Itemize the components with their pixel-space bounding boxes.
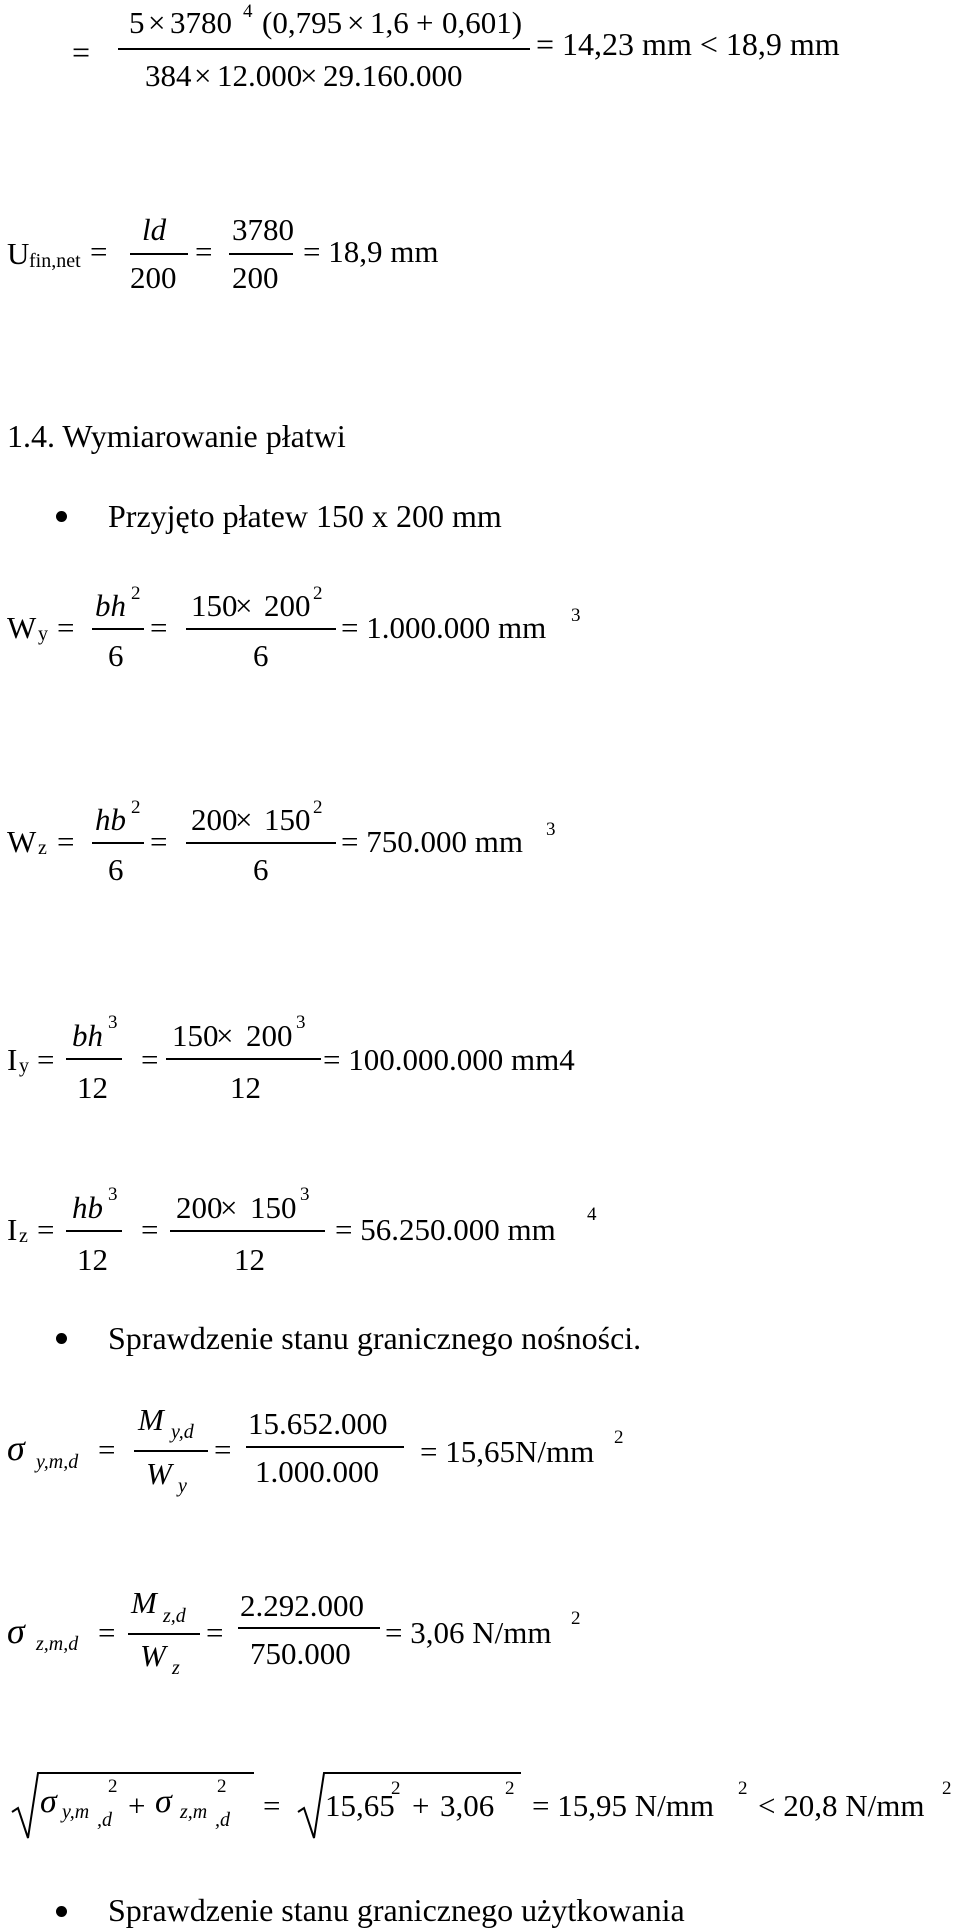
equals-sign: = (57, 610, 75, 645)
fraction-numerator: 150 (264, 802, 311, 837)
fraction-numerator: hb (72, 1190, 103, 1225)
fraction-numerator: 200 (176, 1190, 223, 1225)
formula-label-subscript: fin,net (29, 250, 81, 272)
fraction-bar (134, 1450, 208, 1452)
wy-result: = 1.000.000 mm (341, 610, 547, 645)
bullet-text: Sprawdzenie stanu granicznego użytkowania (108, 1892, 685, 1928)
fraction-numerator-subscript: y,d (171, 1421, 194, 1443)
sigma-y-result: = 15,65N/mm (420, 1434, 595, 1469)
times-sign: × (347, 5, 365, 40)
combined-result: = 15,95 N/mm (532, 1788, 714, 1823)
bullet-icon (56, 511, 67, 522)
fraction-numerator: 150 (172, 1018, 219, 1053)
fraction-numerator: 2.292.000 (240, 1588, 364, 1623)
fraction-denominator-subscript: z (172, 1657, 180, 1679)
fraction-bar (92, 842, 144, 844)
formula-label: I (7, 1212, 18, 1247)
equals-sign: = (150, 824, 168, 859)
fraction-bar (186, 842, 336, 844)
value: 3,06 (440, 1788, 495, 1823)
fraction-denominator: 6 (108, 852, 124, 887)
fraction-bar (246, 1446, 404, 1448)
times-sign: × (216, 1018, 234, 1053)
fraction-denominator: 12 (77, 1242, 108, 1277)
fraction-numerator: M (138, 1402, 164, 1437)
numerator-span: 3780 (170, 5, 232, 40)
sigma-symbol: σ (40, 1783, 57, 1820)
fraction-denominator: 6 (253, 638, 269, 673)
exponent: 2 (942, 1778, 952, 1799)
exponent: 3 (296, 1012, 306, 1033)
fraction-bar (66, 1058, 122, 1060)
exponent: 2 (505, 1778, 515, 1799)
equals-sign: = (150, 610, 168, 645)
numerator-factor: 5 (129, 5, 145, 40)
equals-sign: = (90, 234, 108, 269)
value: 15,65 (325, 1788, 395, 1823)
fraction-bar (118, 48, 530, 50)
formula-label: W (7, 824, 37, 859)
deflection-result: = 14,23 mm < 18,9 mm (536, 26, 840, 62)
equals-sign: = (141, 1212, 159, 1247)
exponent: 3 (108, 1184, 118, 1205)
plus-sign: + (412, 1788, 430, 1823)
fraction-numerator: 150 (191, 588, 238, 623)
ufin-result: = 18,9 mm (303, 234, 439, 269)
times-sign: × (194, 58, 212, 93)
formula-label-subscript: y (38, 623, 48, 645)
bullet-icon (56, 1333, 67, 1344)
fraction-denominator: 6 (108, 638, 124, 673)
exponent: 3 (546, 819, 556, 840)
exponent: 2 (614, 1427, 624, 1448)
sigma-subscript: y,m (62, 1801, 90, 1823)
equals-sign: = (72, 34, 91, 70)
fraction-denominator: 750.000 (250, 1636, 351, 1671)
times-sign: × (300, 58, 318, 93)
fraction-numerator: 15.652.000 (248, 1406, 388, 1441)
fraction-bar (166, 1058, 321, 1060)
formula-label: I (7, 1042, 18, 1077)
exponent: 2 (571, 1608, 581, 1629)
fraction-bar (170, 1230, 325, 1232)
combined-limit: < 20,8 N/mm (758, 1788, 925, 1823)
fraction-denominator: 6 (253, 852, 269, 887)
sigma-subscript: z,m,d (36, 1633, 79, 1655)
sigma-subscript: z,m (180, 1801, 208, 1823)
sigma-subscript: y,m,d (36, 1451, 79, 1473)
wz-result: = 750.000 mm (341, 824, 523, 859)
denominator-modulus: 12.000 (217, 58, 303, 93)
fraction-numerator: bh (72, 1018, 103, 1053)
iy-result: = 100.000.000 mm4 (323, 1042, 575, 1077)
formula-label-subscript: z (38, 837, 47, 859)
equals-sign: = (263, 1788, 281, 1823)
fraction-denominator: W (146, 1456, 172, 1491)
fraction-bar (229, 253, 293, 255)
times-sign: × (220, 1190, 238, 1225)
exponent: 2 (313, 797, 323, 818)
fraction-numerator: 200 (246, 1018, 293, 1053)
denominator-inertia: 29.160.000 (323, 58, 463, 93)
fraction-bar (238, 1627, 380, 1629)
sigma-subscript: ,d (215, 1809, 230, 1831)
times-sign: × (235, 588, 253, 623)
sigma-symbol: σ (7, 1611, 25, 1651)
equals-sign: = (37, 1042, 55, 1077)
fraction-numerator-subscript: z,d (163, 1605, 186, 1627)
fraction-denominator: 200 (232, 260, 279, 295)
numerator-coef: 1,6 (370, 5, 409, 40)
exponent: 3 (571, 605, 581, 626)
fraction-denominator: W (140, 1638, 166, 1673)
section-heading: 1.4. Wymiarowanie płatwi (7, 418, 346, 454)
fraction-denominator: 200 (130, 260, 177, 295)
fraction-numerator: bh (95, 588, 126, 623)
fraction-bar (66, 1230, 122, 1232)
sigma-subscript: ,d (97, 1809, 112, 1831)
equals-sign: = (214, 1432, 232, 1467)
fraction-bar (130, 253, 188, 255)
fraction-numerator: hb (95, 802, 126, 837)
fraction-numerator: 200 (191, 802, 238, 837)
fraction-numerator: 200 (264, 588, 311, 623)
equals-sign: = (37, 1212, 55, 1247)
exponent: 2 (313, 583, 323, 604)
times-sign: × (235, 802, 253, 837)
fraction-numerator: M (131, 1585, 157, 1620)
fraction-numerator: 3780 (232, 212, 294, 247)
fraction-bar (92, 628, 144, 630)
exponent: 2 (108, 1776, 118, 1797)
exponent: 2 (131, 583, 141, 604)
fraction-bar (186, 628, 336, 630)
fraction-denominator: 12 (234, 1242, 265, 1277)
fraction-denominator: 1.000.000 (255, 1454, 379, 1489)
fraction-numerator: 150 (250, 1190, 297, 1225)
times-sign: × (148, 5, 166, 40)
numerator-coef: (0,795 (262, 5, 343, 40)
exponent: 4 (243, 1, 253, 22)
fraction-numerator: ld (142, 212, 167, 247)
equals-sign: = (98, 1432, 116, 1467)
fraction-denominator: 12 (77, 1070, 108, 1105)
fraction-bar (128, 1633, 200, 1635)
equals-sign: = (195, 234, 213, 269)
exponent: 2 (131, 797, 141, 818)
numerator-coef: 0,601) (442, 5, 523, 40)
formula-label-subscript: y (19, 1055, 29, 1077)
iz-result: = 56.250.000 mm (335, 1212, 556, 1247)
exponent: 2 (217, 1776, 227, 1797)
plus-sign: + (128, 1788, 146, 1823)
fraction-denominator: 12 (230, 1070, 261, 1105)
denominator-factor: 384 (145, 58, 192, 93)
sigma-symbol: σ (7, 1428, 25, 1468)
formula-label: U (7, 236, 30, 271)
bullet-text: Przyjęto płatew 150 x 200 mm (108, 498, 502, 534)
exponent: 3 (300, 1184, 310, 1205)
exponent: 4 (587, 1204, 597, 1225)
bullet-icon (56, 1906, 67, 1917)
equals-sign: = (57, 824, 75, 859)
equals-sign: = (141, 1042, 159, 1077)
fraction-denominator-subscript: y (178, 1475, 187, 1497)
exponent: 3 (108, 1012, 118, 1033)
equals-sign: = (98, 1615, 116, 1650)
plus-sign: + (416, 5, 434, 40)
equals-sign: = (206, 1615, 224, 1650)
formula-label: W (7, 610, 37, 645)
bullet-text: Sprawdzenie stanu granicznego nośności. (108, 1320, 642, 1356)
sigma-z-result: = 3,06 N/mm (385, 1615, 552, 1650)
exponent: 2 (391, 1778, 401, 1799)
exponent: 2 (738, 1778, 748, 1799)
formula-label-subscript: z (19, 1225, 28, 1247)
sigma-symbol: σ (155, 1783, 172, 1820)
